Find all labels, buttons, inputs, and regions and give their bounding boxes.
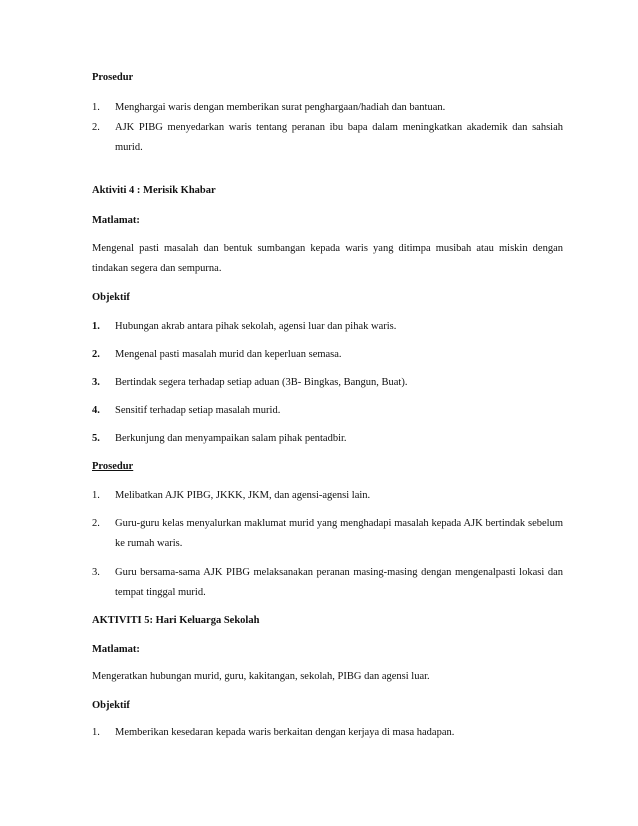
- list-item: Melibatkan AJK PIBG, JKKK, JKM, dan agensi-agensi lain.: [115, 490, 371, 501]
- heading-prosedur: Prosedur: [92, 72, 134, 83]
- list-number: 2.: [92, 518, 100, 529]
- list-item: Guru bersama-sama AJK PIBG melaksanakan peranan masing-masing dengan mengenalpasti lokasi dan: [115, 567, 563, 578]
- list-number: 3.: [92, 377, 100, 388]
- list-number: 1.: [92, 727, 100, 738]
- heading-prosedur: Prosedur: [92, 461, 134, 472]
- matlamat-text: Mengeratkan hubungan murid, guru, kakitangan, sekolah, PIBG dan agensi luar.: [92, 671, 430, 682]
- list-item: Sensitif terhadap setiap masalah murid.: [115, 405, 281, 416]
- heading-objektif: Objektif: [92, 700, 130, 711]
- heading-matlamat: Matlamat:: [92, 215, 140, 226]
- list-number: 5.: [92, 433, 100, 444]
- list-item-continuation: murid.: [115, 142, 143, 153]
- list-number: 1.: [92, 490, 100, 501]
- aktiviti-5-title: AKTIVITI 5: Hari Keluarga Sekolah: [92, 615, 260, 626]
- matlamat-text: Mengenal pasti masalah dan bentuk sumbangan kepada waris yang ditimpa musibah atau miskin dengan: [92, 243, 563, 254]
- list-item-continuation: ke rumah waris.: [115, 538, 183, 549]
- heading-objektif: Objektif: [92, 292, 130, 303]
- list-item: Guru-guru kelas menyalurkan maklumat murid yang menghadapi masalah kepada AJK bertindak sebelum: [115, 518, 563, 529]
- list-item: Mengenal pasti masalah murid dan keperluan semasa.: [115, 349, 342, 360]
- list-number: 3.: [92, 567, 100, 578]
- list-item: Menghargai waris dengan memberikan surat penghargaan/hadiah dan bantuan.: [115, 102, 446, 113]
- list-number: 1.: [92, 102, 100, 113]
- aktiviti-4-title: Aktiviti 4 : Merisik Khabar: [92, 185, 216, 196]
- list-item: Memberikan kesedaran kepada waris berkaitan dengan kerjaya di masa hadapan.: [115, 727, 455, 738]
- list-item: Bertindak segera terhadap setiap aduan (3B- Bingkas, Bangun, Buat).: [115, 377, 408, 388]
- list-number: 1.: [92, 321, 100, 332]
- heading-matlamat: Matlamat:: [92, 644, 140, 655]
- list-number: 2.: [92, 349, 100, 360]
- list-item-continuation: tempat tinggal murid.: [115, 587, 206, 598]
- list-item: Hubungan akrab antara pihak sekolah, agensi luar dan pihak waris.: [115, 321, 397, 332]
- matlamat-text-continuation: tindakan segera dan sempurna.: [92, 263, 222, 274]
- list-number: 4.: [92, 405, 100, 416]
- list-item: AJK PIBG menyedarkan waris tentang peranan ibu bapa dalam meningkatkan akademik dan sahsiah: [115, 122, 563, 133]
- list-number: 2.: [92, 122, 100, 133]
- list-item: Berkunjung dan menyampaikan salam pihak pentadbir.: [115, 433, 347, 444]
